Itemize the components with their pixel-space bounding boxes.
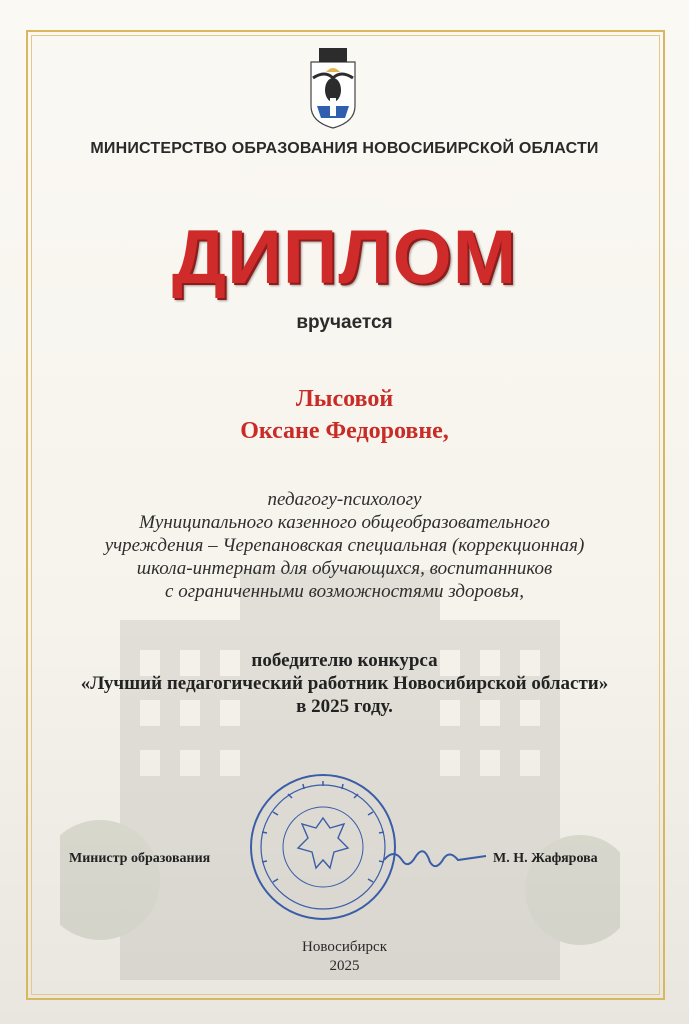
place-and-year [0,938,689,976]
award-line: победителю конкурса [251,650,438,671]
position-line: с ограниченными возможностями здоровья, [165,581,524,602]
official-seal-icon [248,772,398,922]
position-line: Муниципального казенного общеобразовательного [139,512,550,533]
position-line: педагогу-психологу [267,489,422,510]
signatory-title: Министр образования [69,851,211,866]
position-line: школа-интернат для обучающихся, воспитанников [136,558,553,579]
handwritten-signature-icon [380,838,490,878]
position-line: учреждения – Черепановская специальная (коррекционная) [104,535,585,556]
award-line: «Лучший педагогический работник Новосибирской области» [80,673,609,694]
awarded-text: вручается [296,312,393,333]
recipient-position [0,488,689,603]
award-line: в 2025 году. [296,696,393,717]
novosibirsk-coat-of-arms-icon [307,48,359,130]
diploma-title: ДИПЛОМ [171,215,518,300]
year-label: 2025 [329,958,360,974]
award-description [0,649,689,718]
ministry-name: МИНИСТЕРСТВО ОБРАЗОВАНИЯ НОВОСИБИРСКОЙ ОБЛАСТИ [90,140,599,157]
recipient-surname: Лысовой [295,386,394,412]
signatory-name: М. Н. Жафярова [493,851,598,866]
city-label: Новосибирск [302,939,387,955]
recipient-given-names: Оксане Федоровне, [240,418,449,444]
